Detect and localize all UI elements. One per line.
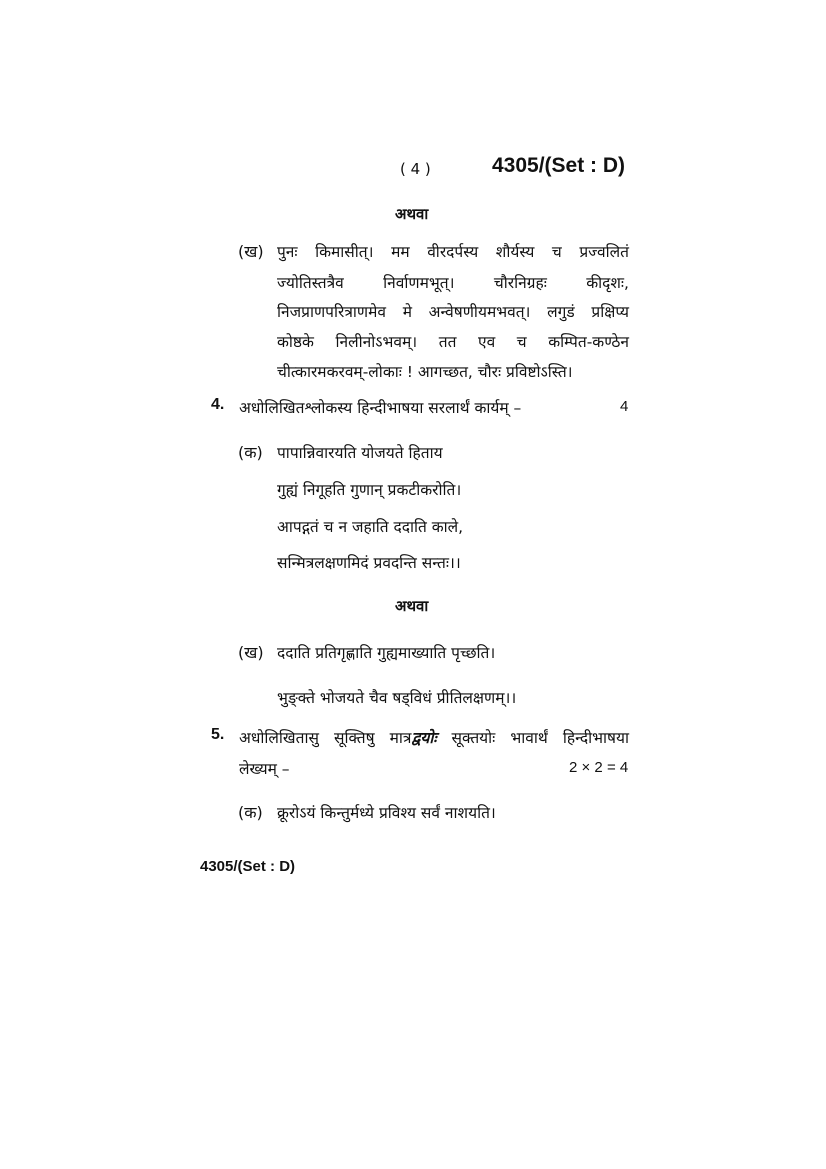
athava-heading: अथवा [395, 597, 429, 615]
footer-paper-code: 4305/(Set : D) [200, 858, 296, 875]
shloka-line: भुङ्क्ते भोजयते चैव षड्विधं प्रीतिलक्षणम्।। [277, 689, 517, 707]
question-5-text-bold: द्वयोः [411, 729, 437, 747]
option-label-ka: (क) [238, 443, 263, 462]
question-5-text [239, 726, 629, 748]
passage-line: चीत्कारमकरवम्-लोकाः ! आगच्छत, चौरः प्रविष्टोऽस्ति। [277, 363, 573, 381]
question-5-text-post: सूक्तयोः भावार्थं हिन्दीभाषया [436, 729, 629, 747]
passage-line: निजप्राणपरित्राणमेव मे अन्वेषणीयमभवत्। लगुडं प्रक्षिप्य [277, 303, 629, 321]
sukti-line: क्रूरोऽयं किन्तुर्मध्ये प्रविश्य सर्वं नाशयति। [277, 804, 496, 822]
shloka-line: सन्मित्रलक्षणमिदं प्रवदन्ति सन्तः।। [277, 554, 461, 572]
option-label-ka: (क) [238, 803, 263, 822]
passage-line: ज्योतिस्तत्रैव निर्वाणमभूत्। चौरनिग्रहः कीदृशः, [277, 274, 629, 292]
paper-code: 4305/(Set : D) [492, 154, 626, 177]
question-4-marks: 4 [620, 398, 629, 415]
option-label-kha: (ख) [238, 242, 264, 261]
question-5-marks: 2 × 2 = 4 [569, 759, 629, 776]
question-5-text-line2: लेख्यम् – [239, 760, 290, 778]
option-label-kha: (ख) [238, 643, 264, 662]
question-number-4: 4. [211, 396, 225, 413]
question-number-5: 5. [211, 726, 225, 743]
passage-line: कोष्ठके निलीनोऽभवम्। तत एव च कम्पित-कण्ठेन [277, 333, 629, 351]
athava-heading: अथवा [395, 205, 429, 223]
question-4-text: अधोलिखितश्लोकस्य हिन्दीभाषया सरलार्थं कार्यम् – [239, 399, 522, 417]
shloka-line: पापान्निवारयति योजयते हिताय [277, 444, 443, 462]
question-5-text-pre: अधोलिखितासु सूक्तिषु मात्र [239, 729, 412, 747]
passage-line: पुनः किमासीत्। मम वीरदर्पस्य शौर्यस्य च प्रज्वलितं [277, 243, 629, 261]
shloka-line: गुह्यं निगूहति गुणान् प्रकटीकरोति। [277, 481, 462, 499]
shloka-line: आपद्गतं च न जहाति ददाति काले, [277, 518, 464, 536]
page-number: ( 4 ) [400, 160, 431, 178]
shloka-line: ददाति प्रतिगृह्णाति गुह्यमाख्याति पृच्छति। [277, 644, 496, 662]
